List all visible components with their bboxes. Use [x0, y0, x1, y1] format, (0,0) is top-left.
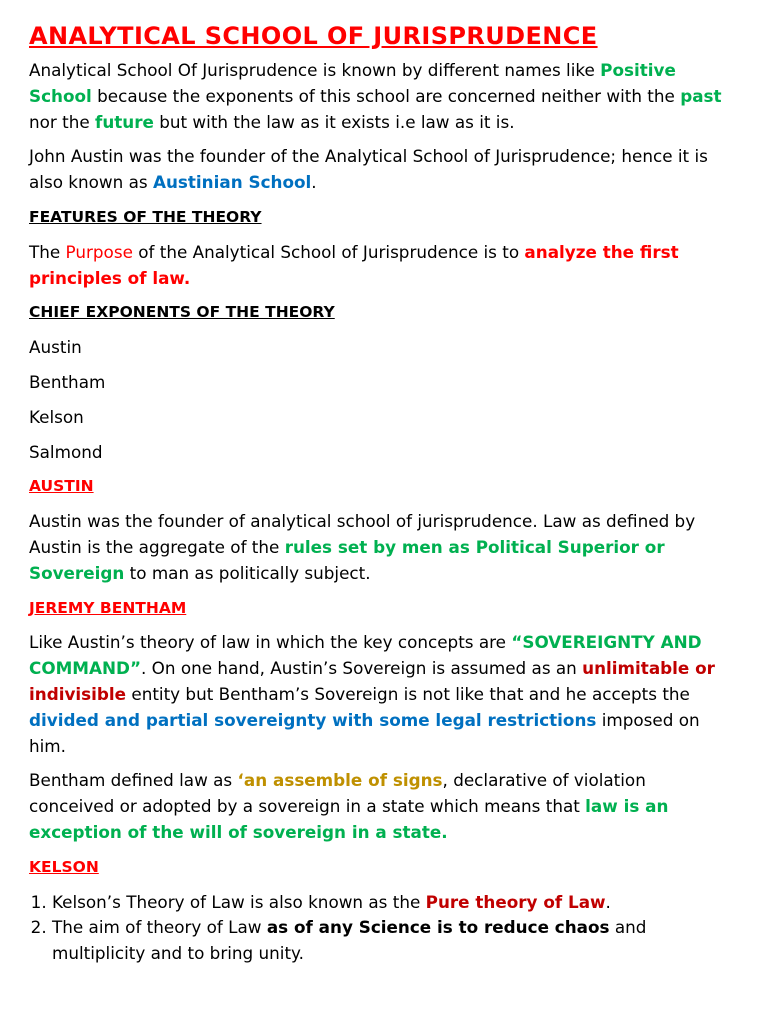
kelson-list — [29, 890, 732, 967]
austinian-school-highlight: Austinian School — [152, 172, 312, 193]
bentham-text: Bentham defined law as — [29, 770, 238, 791]
kelson-text: The aim of theory of Law — [52, 917, 267, 938]
intro-text: but with the law as it exists i.e law as it is. — [153, 111, 515, 132]
pure-theory-highlight: Pure theory of Law — [425, 891, 606, 912]
austin-paragraph — [29, 509, 732, 586]
founder-text: . — [311, 172, 317, 193]
bentham-heading: JEREMY BENTHAM — [29, 598, 187, 617]
kelson-text: Kelson’s Theory of Law is also known as the — [52, 891, 426, 912]
list-item — [52, 890, 732, 916]
future-highlight: future — [95, 111, 154, 132]
exponents-heading: CHIEF EXPONENTS OF THE THEORY — [29, 303, 335, 322]
austin-text: Austin was the founder of analytical school of jurisprudence. Law as defined by Austin is the aggregate of the — [29, 511, 696, 557]
exponent-item: Salmond — [29, 441, 103, 462]
purpose-paragraph — [29, 240, 732, 292]
kelson-heading: KELSON — [29, 857, 99, 876]
austin-text: to man as politically subject. — [124, 562, 371, 583]
sovereignty-highlight: “SOVEREIGNTY AND COMMAND” — [29, 632, 702, 679]
kelson-text: . — [605, 891, 611, 912]
exponent-item: Bentham — [29, 371, 106, 392]
austin-heading: AUSTIN — [29, 477, 94, 496]
document-title: ANALYTICAL SCHOOL OF JURISPRUDENCE — [29, 22, 598, 50]
kelson-text: and multiplicity and to bring unity. — [52, 917, 647, 964]
intro-text: because the exponents of this school are concerned neither with the — [91, 85, 681, 106]
bentham-text: Like Austin’s theory of law in which the key concepts are — [29, 632, 512, 653]
bentham-paragraph-2 — [29, 768, 732, 845]
bentham-text: , declarative of violation conceived or adopted by a sovereign in a state which means that — [29, 770, 646, 817]
rules-highlight: rules set by men as Political Superior or Sovereign — [29, 536, 665, 583]
bentham-text: imposed on him. — [29, 709, 700, 756]
exponent-item: Kelson — [29, 406, 84, 427]
exponent-item: Austin — [29, 337, 82, 358]
list-item — [52, 915, 732, 967]
founder-paragraph — [29, 144, 732, 196]
intro-text: nor the — [29, 111, 96, 132]
intro-text: Analytical School Of Jurisprudence is known by different names like — [29, 60, 601, 80]
analyze-highlight: analyze the first principles of law. — [29, 241, 679, 288]
purpose-word-highlight: Purpose — [65, 241, 133, 262]
intro-paragraph — [29, 58, 732, 135]
exception-highlight: law is an exception of the will of sovereign in a state. — [29, 796, 669, 842]
science-highlight: as of any Science is to reduce chaos — [266, 917, 610, 938]
purpose-text: The — [29, 241, 66, 262]
purpose-text: of the Analytical School of Jurisprudence is to — [132, 241, 525, 262]
positive-school-highlight: Positive School — [29, 60, 676, 106]
founder-text: John Austin was the founder of the Analytical School of Jurisprudence; hence it is also known as — [29, 146, 708, 193]
unlimitable-highlight: unlimitable or indivisible — [29, 658, 715, 704]
bentham-text: . On one hand, Austin’s Sovereign is assumed as an — [140, 658, 583, 679]
bentham-paragraph-1 — [29, 630, 732, 759]
divided-sovereignty-highlight: divided and partial sovereignty with some legal restrictions — [29, 709, 597, 730]
past-highlight: past — [680, 85, 722, 106]
features-heading: FEATURES OF THE THEORY — [29, 207, 262, 226]
bentham-text: entity but Bentham’s Sovereign is not like that and he accepts the — [126, 683, 690, 704]
assemble-of-signs-highlight: ‘an assemble of signs — [237, 770, 443, 791]
